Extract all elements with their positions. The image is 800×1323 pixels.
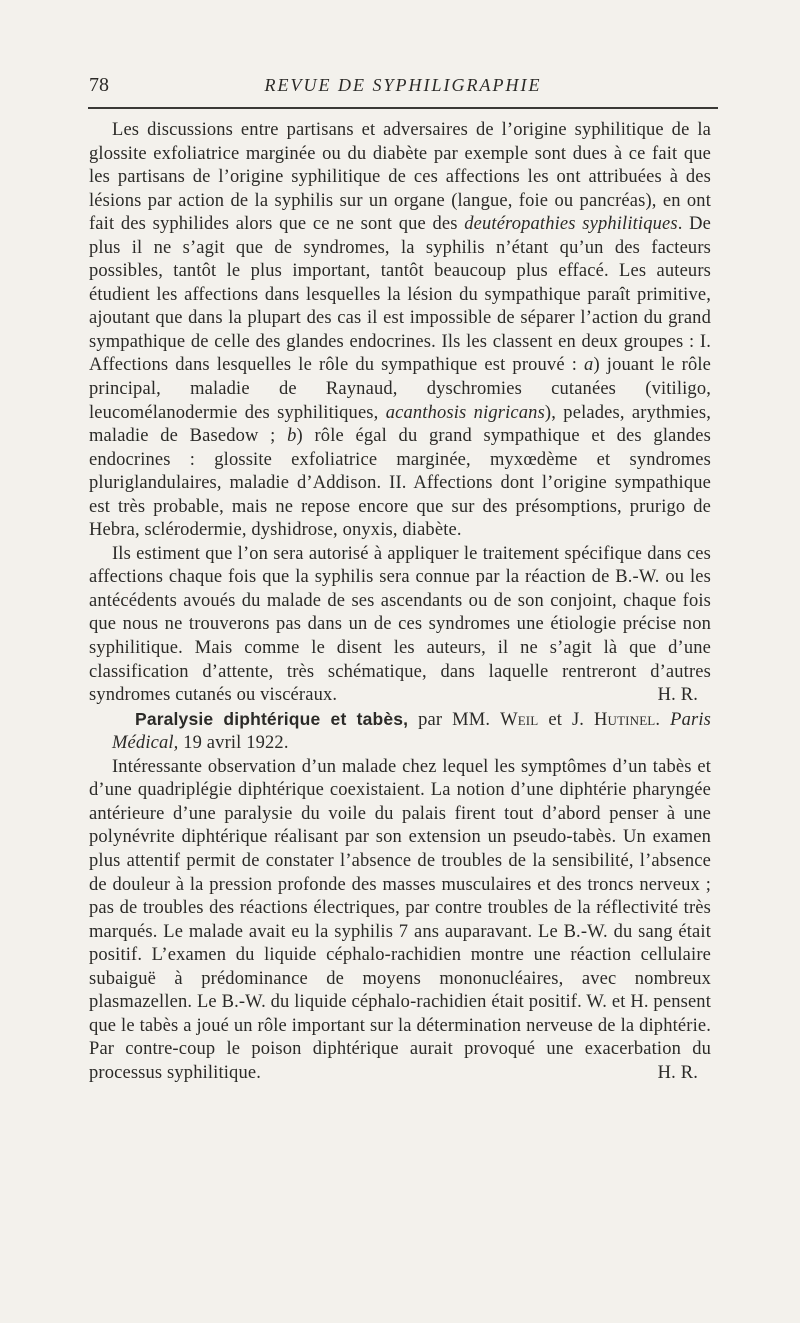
article2-paragraph-1: Intéressante observation d’un malade chez lequel les symptômes d’un tabès et d’une quadriplégie diphtérique coexistaient. La notion d’une diphtérie pharyngée antérieure d’une paralysie du voile du palais firent tout d’abord penser à une polynévrite diphtérique réalisant par son extension un pseudo-tabès. Un examen plus attentif permit de constater l’absence de troubles de la sensibilité, l’absence de douleur à la pression profonde des masses musculaires et des troncs nerveux ; pas de troubles des réactions électriques, par contre troubles de la réflectivité très marqués. Le malade avait eu la syphilis 7 ans auparavant. Le B.-W. du sang était positif. L’examen du liquide céphalo-rachidien montre une réaction cellulaire subaiguë à prédominance de moyens mononucléaires, avec nombreux plasmazellen. Le B.-W. du liquide céphalo-rachidien était positif. W. et H. pensent que le tabès a joué un rôle important sur la détermination nerveuse de la diphtérie. Par contre-coup le poison diphtérique aurait provoqué une exacerbation du processus syphilitique. H. R. <box>89 756 711 1086</box>
header-rule <box>88 107 718 109</box>
author-name: Weil <box>500 709 539 730</box>
article1-paragraph-1: Les discussions entre partisans et adversaires de l’origine syphilitique de la glossite exfoliatrice marginée ou du diabète par exemple sont dues à ce fait que les partisans de l’origine syphilitique de ces affections les ont attribuées à des lésions par action de la syphilis sur un organe (langue, foie ou pancréas), en ont fait des syphilides alors que ce ne sont que des deutéropathies syphilitiques. De plus il ne s’agit que de syndromes, la syphilis n’étant qu’un des facteurs possibles, tantôt le plus important, tantôt beaucoup plus effacé. Les auteurs étudient les affections dans lesquelles la lésion du sympathique paraît primitive, ajoutant que dans la plupart des cas il est impossible de séparer l’action du grand sympathique de celle des glandes endocrines. Ils les classent en deux groupes : I. Affections dans lesquelles le rôle du sympathique est prouvé : a) jouant le rôle principal, maladie de Raynaud, dyschromies cutanées (vitiligo, leucomélanodermie des syphilitiques, acanthosis nigricans), pelades, arythmies, maladie de Basedow ; b) rôle égal du grand sympathique et des glandes endocrines : glossite exfoliatrice marginée, myxœdème et syndromes pluriglandulaires, maladie d’Addison. II. Affections dont l’origine sympathique est très probable, mais ne repose encore que sur des présomptions, prurigo de Hebra, sclérodermie, dyshidrose, onyxis, diabète. <box>89 120 711 541</box>
article2-title: Paralysie diphtérique et tabès, <box>135 708 409 729</box>
italic-term: acanthosis nigricans <box>385 402 545 423</box>
page-number: 78 <box>89 74 109 96</box>
article1-paragraph-2: Ils estiment que l’on sera autorisé à appliquer le traitement spécifique dans ces affections chaque fois que la syphilis sera connue par la réaction de B.-W. ou les antécédents avoués du malade de ses ascendants ou de son conjoint, chaque fois que nous ne trouverons pas dans un de ces syndromes une étiologie précise non syphilitique. Mais comme le disent les auteurs, il ne s’agit là que d’une classification d’attente, très schématique, dans laquelle rentreront d’autres syndromes cutanés ou viscéraux. H. R. <box>89 543 711 708</box>
journal-title: REVUE DE SYPHILIGRAPHIE <box>264 75 542 95</box>
article1-signature: H. R. <box>657 685 698 706</box>
italic-term: deutéropathies syphilitiques <box>464 214 678 235</box>
article2-heading: Paralysie diphtérique et tabès, par MM. Weil et J. Hutinel. Paris Médical, 19 avril 1922. <box>112 708 711 754</box>
running-head <box>89 72 717 106</box>
author-name: Hutinel <box>594 709 656 730</box>
article2-signature: H. R. <box>657 1062 698 1083</box>
body-text <box>89 119 711 1085</box>
source-journal: Paris Médical, <box>112 709 711 754</box>
source-date: 19 avril 1922. <box>178 733 289 754</box>
